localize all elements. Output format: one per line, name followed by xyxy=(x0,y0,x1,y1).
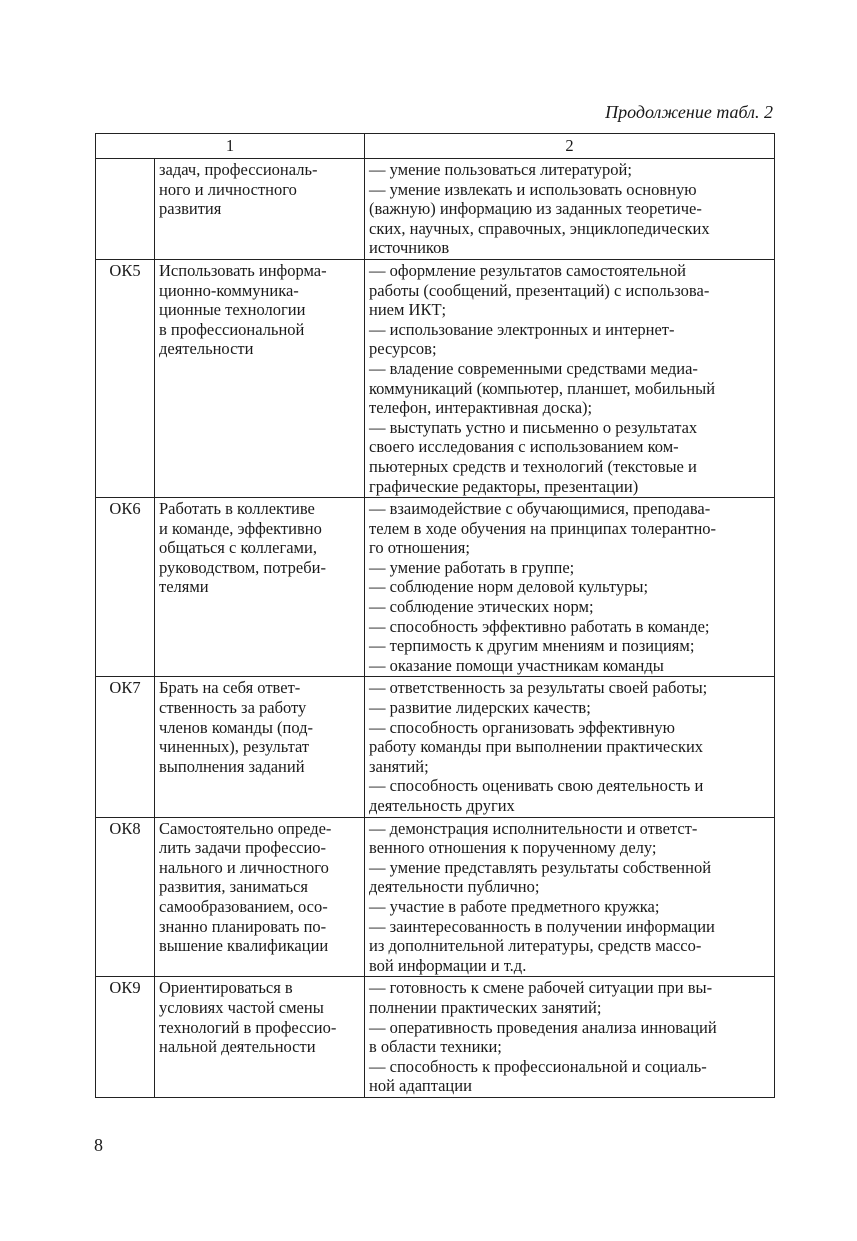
indicator-line: — соблюдение этических норм; xyxy=(369,597,594,617)
competence-description xyxy=(155,817,365,977)
indicator-line: ной адаптации xyxy=(369,1076,472,1096)
indicator-line: (важную) информацию из заданных теоретиче- xyxy=(369,199,702,219)
competence-line: знанно планировать по- xyxy=(159,916,327,936)
indicator-line: полнении практических занятий; xyxy=(369,997,602,1017)
competence-code xyxy=(96,159,155,260)
indicator-line: — умение работать в группе; xyxy=(369,557,575,577)
indicator-line: — оперативность проведения анализа инноваций xyxy=(369,1017,717,1037)
indicator-line: — готовность к смене рабочей ситуации при вы- xyxy=(369,978,713,998)
indicator-line: — умение извлекать и использовать основную xyxy=(369,179,697,199)
competence-line: ционно-коммуника- xyxy=(159,280,299,300)
indicator-line: своего исследования с использованием ком- xyxy=(369,437,679,457)
competence-line: Работать в коллективе xyxy=(159,499,315,519)
table-body xyxy=(96,159,775,1098)
table-row xyxy=(96,817,775,977)
indicator-line: — умение пользоваться литературой; xyxy=(369,160,632,179)
indicator-line: — терпимость к другим мнениям и позициям; xyxy=(369,636,695,656)
competence-description xyxy=(155,677,365,817)
indicators-list xyxy=(365,159,775,260)
indicator-line: — способность оценивать свою деятельность и xyxy=(369,776,704,796)
competence-line: Самостоятельно опреде- xyxy=(159,818,332,838)
indicator-line: занятий; xyxy=(369,756,429,776)
competence-line: самообразованием, осо- xyxy=(159,896,328,916)
indicator-line: — оказание помощи участникам команды xyxy=(369,655,664,675)
table-row xyxy=(96,977,775,1098)
competence-code: ОК6 xyxy=(96,498,155,677)
competence-line: общаться с коллегами, xyxy=(159,538,317,558)
indicator-line: из дополнительной литературы, средств массо- xyxy=(369,936,702,956)
indicator-line: ских, научных, справочных, энциклопедических xyxy=(369,218,710,238)
competence-line: ного и личностного xyxy=(159,179,297,199)
competence-line: развития, заниматься xyxy=(159,877,308,897)
table-row xyxy=(96,677,775,817)
competence-line: нального и личностного xyxy=(159,857,329,877)
competence-code: ОК7 xyxy=(96,677,155,817)
indicator-line: — развитие лидерских качеств; xyxy=(369,698,591,718)
indicator-line: нием ИКТ; xyxy=(369,300,447,320)
competence-line: Использовать информа- xyxy=(159,260,327,280)
indicator-line: пьютерных средств и технологий (текстовые и xyxy=(369,456,697,476)
indicator-line: — участие в работе предметного кружка; xyxy=(369,896,660,916)
indicator-line: коммуникаций (компьютер, планшет, мобильный xyxy=(369,378,716,398)
indicator-line: телем в ходе обучения на принципах толерантно- xyxy=(369,518,717,538)
indicator-line: — умение представлять результаты собственной xyxy=(369,857,712,877)
column-number-1: 1 xyxy=(96,134,365,159)
indicators-list xyxy=(365,977,775,1098)
competence-line: Ориентироваться в xyxy=(159,978,293,998)
indicator-line: работы (сообщений, презентаций) с использова- xyxy=(369,280,710,300)
indicator-line: источников xyxy=(369,238,450,258)
competence-line: условиях частой смены xyxy=(159,997,324,1017)
competence-description xyxy=(155,498,365,677)
competence-description xyxy=(155,977,365,1098)
competence-line: ционные технологии xyxy=(159,300,306,320)
indicator-line: деятельности публично; xyxy=(369,877,540,897)
competence-code: ОК8 xyxy=(96,817,155,977)
indicators-list xyxy=(365,259,775,497)
competence-line: ственность за работу xyxy=(159,698,307,718)
indicator-line: ресурсов; xyxy=(369,339,437,359)
competence-line: вышение квалификации xyxy=(159,936,329,956)
table-row xyxy=(96,498,775,677)
column-number-2: 2 xyxy=(365,134,775,159)
competence-line: развития xyxy=(159,199,222,219)
competence-line: в профессиональной xyxy=(159,319,305,339)
competence-line: деятельности xyxy=(159,339,254,359)
competence-description xyxy=(155,259,365,497)
competence-line: чиненных), результат xyxy=(159,737,310,757)
indicator-line: — способность к профессиональной и социаль- xyxy=(369,1056,707,1076)
indicator-line: — взаимодействие с обучающимися, преподава- xyxy=(369,499,711,519)
competence-line: выполнения заданий xyxy=(159,756,305,776)
table-row xyxy=(96,159,775,260)
competence-description xyxy=(155,159,365,260)
table-header-row xyxy=(96,134,775,159)
indicator-line: — ответственность за результаты своей работы; xyxy=(369,678,708,698)
indicators-list xyxy=(365,677,775,817)
indicator-line: графические редакторы, презентации) xyxy=(369,476,639,496)
competence-line: телями xyxy=(159,577,209,597)
indicator-line: го отношения; xyxy=(369,538,470,558)
competence-line: и команде, эффективно xyxy=(159,518,322,538)
indicator-line: — владение современными средствами медиа- xyxy=(369,358,698,378)
indicator-line: — использование электронных и интернет- xyxy=(369,319,675,339)
indicator-line: — заинтересованность в получении информации xyxy=(369,916,715,936)
competence-line: нальной деятельности xyxy=(159,1037,316,1057)
competence-line: лить задачи профессио- xyxy=(159,838,327,858)
competence-code: ОК9 xyxy=(96,977,155,1098)
indicator-line: — демонстрация исполнительности и ответст- xyxy=(369,818,698,838)
indicators-list xyxy=(365,817,775,977)
competence-line: членов команды (под- xyxy=(159,717,314,737)
indicator-line: — оформление результатов самостоятельной xyxy=(369,260,686,280)
indicator-line: работу команды при выполнении практических xyxy=(369,737,704,757)
indicator-line: деятельность других xyxy=(369,796,515,815)
table-row xyxy=(96,259,775,497)
indicator-line: венного отношения к порученному делу; xyxy=(369,838,657,858)
indicator-line: — способность организовать эффективную xyxy=(369,717,675,737)
competence-line: Брать на себя ответ- xyxy=(159,678,301,698)
indicator-line: вой информации и т.д. xyxy=(369,955,527,975)
competence-table xyxy=(95,133,775,1098)
indicator-line: — способность эффективно работать в команде; xyxy=(369,616,710,636)
indicator-line: телефон, интерактивная доска); xyxy=(369,398,593,418)
competence-code: ОК5 xyxy=(96,259,155,497)
indicators-list xyxy=(365,498,775,677)
indicator-line: в области техники; xyxy=(369,1037,502,1057)
competence-line: руководством, потреби- xyxy=(159,557,326,577)
competence-line: задач, профессиональ- xyxy=(159,160,318,179)
competence-line: технологий в профессио- xyxy=(159,1017,337,1037)
indicator-line: — соблюдение норм деловой культуры; xyxy=(369,577,649,597)
indicator-line: — выступать устно и письменно о результатах xyxy=(369,417,698,437)
page-number: 8 xyxy=(94,1135,103,1155)
table-continuation-caption: Продолжение табл. 2 xyxy=(605,102,773,122)
